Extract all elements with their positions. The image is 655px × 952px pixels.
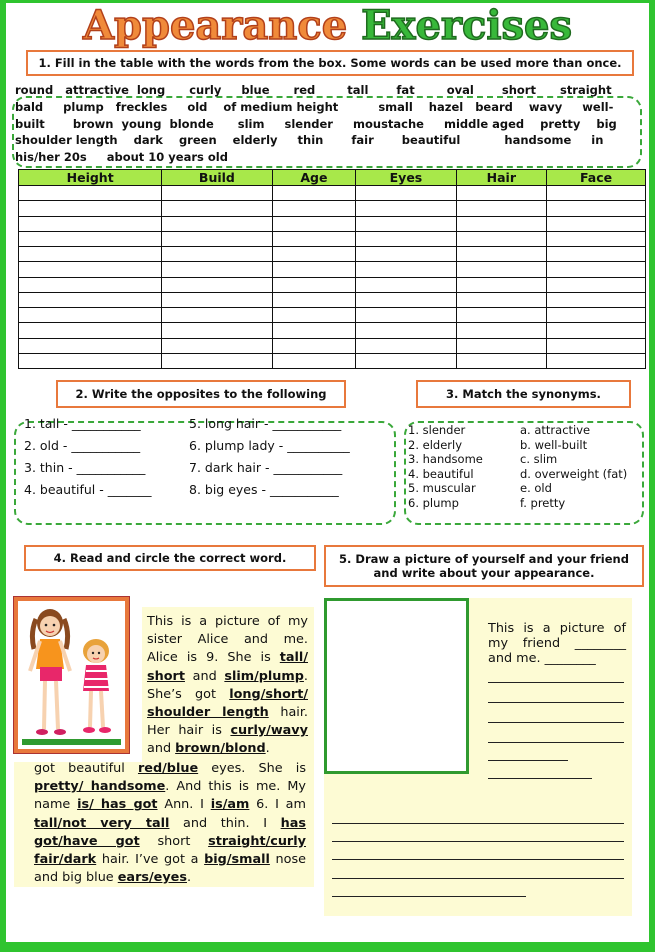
story-text-bottom: got beautiful red/blue eyes. She is pretty/ handsome. And this is me. My name is/ has got Ann. I is/am 6. I am tall/not very tall and thin. I has got/have got short straight/curly fair/dark hair. I’ve got a big/small nose and big blue ears/eyes. [34, 761, 307, 886]
table-cell[interactable] [456, 277, 547, 292]
task5-heading: 5. Draw a picture of yourself and your friend and write about your appearance. [324, 545, 644, 587]
table-row [19, 338, 646, 353]
table-cell[interactable] [19, 323, 162, 338]
table-cell[interactable] [356, 353, 456, 368]
table-row [19, 308, 646, 323]
table-cell[interactable] [19, 338, 162, 353]
table-row [19, 262, 646, 277]
writing-line[interactable] [332, 896, 526, 897]
task3-heading: 3. Match the synonyms. [416, 380, 631, 408]
table-cell[interactable] [356, 186, 456, 201]
table-cell[interactable] [162, 353, 272, 368]
opposite-item: 3. thin - ___________ [24, 460, 146, 475]
word-line-1: round attractive long curly blue red tall fat oval short straight [15, 83, 612, 97]
table-cell[interactable] [19, 292, 162, 307]
table-cell[interactable] [19, 247, 162, 262]
synonym-left: 1. slender [408, 423, 466, 437]
opposite-item: 8. big eyes - ___________ [189, 482, 339, 497]
table-cell[interactable] [547, 247, 646, 262]
synonym-left: 6. plump [408, 495, 459, 510]
synonym-left: 3. handsome [408, 452, 483, 466]
task1-heading: 1. Fill in the table with the words from the box. Some words can be used more than once. [26, 50, 634, 76]
word-line-5: his/her 20s about 10 years old [15, 150, 228, 165]
table-cell[interactable] [547, 262, 646, 277]
table-cell[interactable] [456, 308, 547, 323]
table-cell[interactable] [272, 338, 356, 353]
table-row [19, 231, 646, 246]
table-cell[interactable] [456, 186, 547, 201]
word-choice[interactable]: tall/not very tall [34, 815, 170, 831]
table-cell[interactable] [547, 308, 646, 323]
table-cell[interactable] [356, 201, 456, 216]
title-appearance: Appearance [82, 2, 348, 49]
table-row [19, 277, 646, 292]
table-header-row [19, 170, 646, 186]
table-cell[interactable] [456, 262, 547, 277]
friend-text: This is a picture of my friend ________ and me. ________ [488, 621, 626, 666]
writing-line[interactable] [332, 878, 624, 879]
writing-line[interactable] [488, 760, 568, 761]
table-cell[interactable] [356, 262, 456, 277]
word-choice[interactable]: pretty/ handsome [34, 779, 166, 795]
word-choice[interactable]: is/ has got [77, 797, 158, 813]
table-cell[interactable] [356, 247, 456, 262]
synonym-right: e. old [520, 481, 552, 495]
table-cell[interactable] [547, 338, 646, 353]
opposite-item: 7. dark hair - ___________ [189, 460, 343, 475]
word-choice[interactable]: has got/have got [34, 815, 307, 849]
table-cell[interactable] [272, 292, 356, 307]
table-cell[interactable] [456, 338, 547, 353]
task4-heading: 4. Read and circle the correct word. [24, 545, 316, 571]
writing-line[interactable] [488, 702, 624, 703]
writing-line[interactable] [488, 742, 624, 743]
word-choice[interactable]: red/blue [137, 761, 199, 776]
table-cell[interactable] [456, 231, 547, 246]
table-cell[interactable] [162, 186, 272, 201]
synonym-right: c. slim [520, 452, 558, 466]
table-cell[interactable] [456, 323, 547, 338]
table-cell[interactable] [547, 353, 646, 368]
writing-line[interactable] [488, 722, 624, 723]
table-cell[interactable] [547, 201, 646, 216]
word-choice[interactable]: brown/blond [175, 741, 266, 757]
writing-line[interactable] [332, 823, 624, 824]
table-row [19, 323, 646, 338]
table-row [19, 186, 646, 201]
table-cell[interactable] [272, 231, 356, 246]
opposite-item: 2. old - ___________ [24, 438, 141, 453]
header-face: Face [547, 170, 646, 186]
table-cell[interactable] [162, 247, 272, 262]
page-title [0, 2, 655, 50]
table-cell[interactable] [272, 353, 356, 368]
synonym-right: f. pretty [520, 495, 566, 510]
header-age: Age [272, 170, 356, 186]
opposite-item: 5. long hair - ___________ [189, 416, 342, 431]
opposite-item: 4. beautiful - _______ [24, 482, 152, 497]
word-choice[interactable]: tall/ short [147, 650, 308, 684]
table-cell[interactable] [456, 201, 547, 216]
table-cell[interactable] [19, 186, 162, 201]
synonym-left: 2. elderly [408, 437, 463, 452]
synonym-left: 4. beautiful [408, 466, 474, 481]
story-text-top: This is a picture of my sister Alice and me. Alice is 9. She is tall/ short and slim/plump. She’s got long/short/ shoulder length hair. Her hair is curly/wavy and brown/blond. [147, 614, 309, 757]
opposite-item: 6. plump lady - __________ [189, 438, 350, 453]
table-row [19, 292, 646, 307]
table-cell[interactable] [456, 216, 547, 231]
header-build: Build [162, 170, 272, 186]
table-cell[interactable] [547, 216, 646, 231]
word-box [15, 82, 645, 166]
word-line-3: built brown young blonde slim slender moustache middle aged pretty big [15, 116, 617, 131]
table-cell[interactable] [272, 216, 356, 231]
table-cell[interactable] [162, 262, 272, 277]
writing-line[interactable] [488, 778, 592, 779]
title-exercises: Exercises [361, 2, 573, 49]
table-row [19, 247, 646, 262]
synonym-left: 5. muscular [408, 481, 476, 495]
table-cell[interactable] [356, 277, 456, 292]
table-cell[interactable] [162, 308, 272, 323]
table-cell[interactable] [19, 231, 162, 246]
table-cell[interactable] [162, 201, 272, 216]
word-choice[interactable]: big/small [204, 852, 270, 868]
word-choice[interactable]: curly/wavy [230, 723, 308, 739]
table-cell[interactable] [272, 262, 356, 277]
table-cell[interactable] [19, 308, 162, 323]
writing-line[interactable] [488, 682, 624, 683]
word-choice[interactable]: is/am [210, 797, 250, 813]
synonym-right: a. attractive [520, 423, 591, 437]
table-cell[interactable] [272, 323, 356, 338]
word-choice[interactable]: ears/eyes [117, 870, 187, 886]
table-cell[interactable] [162, 323, 272, 338]
task2-heading: 2. Write the opposites to the following [56, 380, 346, 408]
table-cell[interactable] [162, 277, 272, 292]
table-cell[interactable] [162, 292, 272, 307]
drawing-box[interactable] [324, 598, 469, 774]
table-cell[interactable] [547, 323, 646, 338]
table-cell[interactable] [547, 292, 646, 307]
word-line-2: bald plump freckles old of medium height small hazel beard wavy well- [15, 99, 614, 114]
opposite-item: 1. tall - ___________ [24, 416, 141, 431]
table-cell[interactable] [356, 308, 456, 323]
table-cell[interactable] [162, 231, 272, 246]
synonym-right: d. overweight (fat) [520, 466, 628, 481]
table-cell[interactable] [162, 338, 272, 353]
table-cell[interactable] [547, 186, 646, 201]
table-cell[interactable] [456, 247, 547, 262]
table-cell[interactable] [356, 338, 456, 353]
table-cell[interactable] [272, 308, 356, 323]
table-row [19, 216, 646, 231]
table-cell[interactable] [272, 186, 356, 201]
table-cell[interactable] [356, 323, 456, 338]
table-cell[interactable] [19, 277, 162, 292]
table-cell[interactable] [19, 201, 162, 216]
writing-line[interactable] [332, 859, 624, 860]
table-cell[interactable] [356, 292, 456, 307]
header-hair: Hair [456, 170, 547, 186]
table-row [19, 201, 646, 216]
table-cell[interactable] [547, 231, 646, 246]
table-row [19, 353, 646, 368]
sisters-illustration [18, 601, 125, 749]
word-choice[interactable]: long/short/ shoulder length [147, 686, 308, 721]
table-cell[interactable] [272, 247, 356, 262]
table-cell[interactable] [19, 262, 162, 277]
appearance-table [18, 169, 646, 369]
table-cell[interactable] [19, 353, 162, 368]
sisters-picture-frame [14, 597, 129, 753]
table-cell[interactable] [456, 292, 547, 307]
word-choice[interactable]: slim/plump [224, 668, 304, 684]
table-cell[interactable] [456, 353, 547, 368]
header-height: Height [19, 170, 162, 186]
synonym-right: b. well-built [520, 437, 588, 452]
table-cell[interactable] [162, 216, 272, 231]
table-cell[interactable] [356, 216, 456, 231]
header-eyes: Eyes [356, 170, 456, 186]
word-line-4: shoulder length dark green elderly thin fair beautiful handsome in [15, 133, 604, 148]
table-cell[interactable] [272, 277, 356, 292]
table-cell[interactable] [547, 277, 646, 292]
table-cell[interactable] [356, 231, 456, 246]
writing-line[interactable] [332, 841, 624, 842]
table-cell[interactable] [19, 216, 162, 231]
table-cell[interactable] [272, 201, 356, 216]
word-choice[interactable]: straight/curly fair/dark [34, 833, 306, 868]
